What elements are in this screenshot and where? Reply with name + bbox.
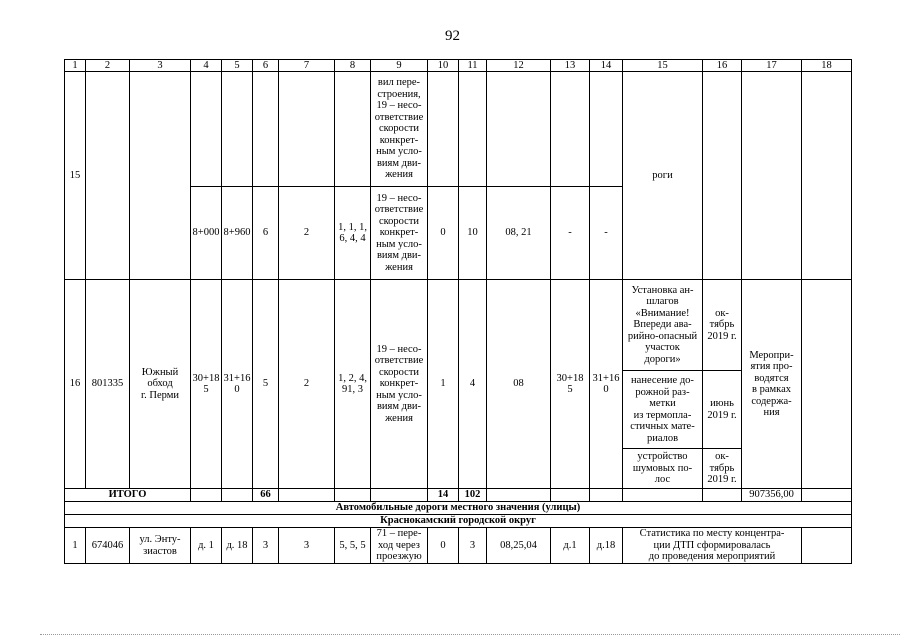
col-num: 5	[222, 60, 253, 72]
cell	[279, 72, 335, 187]
cell	[802, 280, 852, 489]
cell: 8+000	[191, 187, 222, 280]
cell	[802, 528, 852, 564]
cell	[371, 489, 428, 502]
cell: Статистика по месту концентра- ции ДТП сформировалась до проведения мероприятий	[623, 528, 802, 564]
total-row	[65, 489, 852, 502]
cell: 08,25,04	[487, 528, 551, 564]
section-subtitle: Краснокамский городской округ	[65, 515, 852, 528]
cell	[222, 489, 253, 502]
col-num: 2	[86, 60, 130, 72]
table-row	[65, 72, 852, 187]
cell	[802, 72, 852, 280]
col-num: 7	[279, 60, 335, 72]
cell: -	[590, 187, 623, 280]
cell: 16	[65, 280, 86, 489]
cell	[253, 72, 279, 187]
accident-table	[64, 59, 852, 564]
cell	[551, 72, 590, 187]
cell	[703, 72, 742, 280]
cell	[590, 489, 623, 502]
cell: июнь 2019 г.	[703, 371, 742, 449]
page-number: 92	[445, 28, 460, 44]
cell: роги	[623, 72, 703, 280]
cell: 3	[253, 528, 279, 564]
cell: 19 – несо- ответствие скорости конкрет- ным усло- виям дви- жения	[371, 187, 428, 280]
col-num: 18	[802, 60, 852, 72]
section-row	[65, 515, 852, 528]
cell	[487, 72, 551, 187]
col-num: 6	[253, 60, 279, 72]
cell	[335, 72, 371, 187]
cell: 801335	[86, 280, 130, 489]
cell: д.18	[590, 528, 623, 564]
cell: 3	[459, 528, 487, 564]
col-num: 12	[487, 60, 551, 72]
cell: 1	[428, 280, 459, 489]
cell: 14	[428, 489, 459, 502]
column-number-row	[65, 60, 852, 72]
cell: 2	[279, 280, 335, 489]
cell: 1, 2, 4, 91, 3	[335, 280, 371, 489]
cell	[703, 489, 742, 502]
cell: д. 1	[191, 528, 222, 564]
col-num: 16	[703, 60, 742, 72]
cell	[222, 72, 253, 187]
cell: д.1	[551, 528, 590, 564]
cell	[279, 489, 335, 502]
table-row	[65, 528, 852, 564]
col-num: 4	[191, 60, 222, 72]
cell	[551, 489, 590, 502]
cell	[487, 489, 551, 502]
cell	[459, 72, 487, 187]
cell: вил пере- строения, 19 – несо- ответствие скорости конкрет- ным усло- виям дви- жения	[371, 72, 428, 187]
col-num: 1	[65, 60, 86, 72]
cell: 30+18 5	[191, 280, 222, 489]
cell: 0	[428, 528, 459, 564]
cell	[191, 489, 222, 502]
cell: 08	[487, 280, 551, 489]
col-num: 17	[742, 60, 802, 72]
col-num: 9	[371, 60, 428, 72]
cell: 15	[65, 72, 86, 280]
cell: 4	[459, 280, 487, 489]
cell: 1	[65, 528, 86, 564]
table-row	[65, 280, 852, 371]
cell: 8+960	[222, 187, 253, 280]
cell	[802, 489, 852, 502]
col-num: 14	[590, 60, 623, 72]
cell	[335, 489, 371, 502]
cell: ул. Энту- зиастов	[130, 528, 191, 564]
cell: ок- тябрь 2019 г.	[703, 280, 742, 371]
cell: 5, 5, 5	[335, 528, 371, 564]
col-num: 3	[130, 60, 191, 72]
cell	[742, 72, 802, 280]
cell: -	[551, 187, 590, 280]
cell: 10	[459, 187, 487, 280]
cell	[130, 72, 191, 280]
cell: 907356,00	[742, 489, 802, 502]
cell	[590, 72, 623, 187]
cell: 6	[253, 187, 279, 280]
cell	[623, 489, 703, 502]
cell: 19 – несо- ответствие скорости конкрет- ным усло- виям дви- жения	[371, 280, 428, 489]
cell	[86, 72, 130, 280]
cell: 08, 21	[487, 187, 551, 280]
cell: Южный обход г. Перми	[130, 280, 191, 489]
cell: 1, 1, 1, 6, 4, 4	[335, 187, 371, 280]
cell: 674046	[86, 528, 130, 564]
page-edge-line	[40, 634, 900, 635]
cell: Установка ан- шлагов «Внимание! Впереди ава- рийно-опасный участок дороги»	[623, 280, 703, 371]
section-title: Автомобильные дороги местного значения (улицы)	[65, 502, 852, 515]
cell	[428, 72, 459, 187]
col-num: 11	[459, 60, 487, 72]
cell	[191, 72, 222, 187]
cell: 2	[279, 187, 335, 280]
cell: 71 – пере- ход через проезжую	[371, 528, 428, 564]
section-row	[65, 502, 852, 515]
cell: 0	[428, 187, 459, 280]
cell: 31+160	[590, 280, 623, 489]
cell: ок- тябрь 2019 г.	[703, 449, 742, 489]
cell: Меропри- ятия про- водятся в рамках содержа- ния	[742, 280, 802, 489]
cell: 66	[253, 489, 279, 502]
cell: д. 18	[222, 528, 253, 564]
cell: 5	[253, 280, 279, 489]
cell: 31+16 0	[222, 280, 253, 489]
col-num: 8	[335, 60, 371, 72]
col-num: 13	[551, 60, 590, 72]
cell: устройство шумовых по- лос	[623, 449, 703, 489]
cell: 30+18 5	[551, 280, 590, 489]
cell: 102	[459, 489, 487, 502]
cell: 3	[279, 528, 335, 564]
cell: нанесение до- рожной раз- метки из термопла- стичных мате- риалов	[623, 371, 703, 449]
total-label: ИТОГО	[65, 489, 191, 502]
col-num: 10	[428, 60, 459, 72]
col-num: 15	[623, 60, 703, 72]
